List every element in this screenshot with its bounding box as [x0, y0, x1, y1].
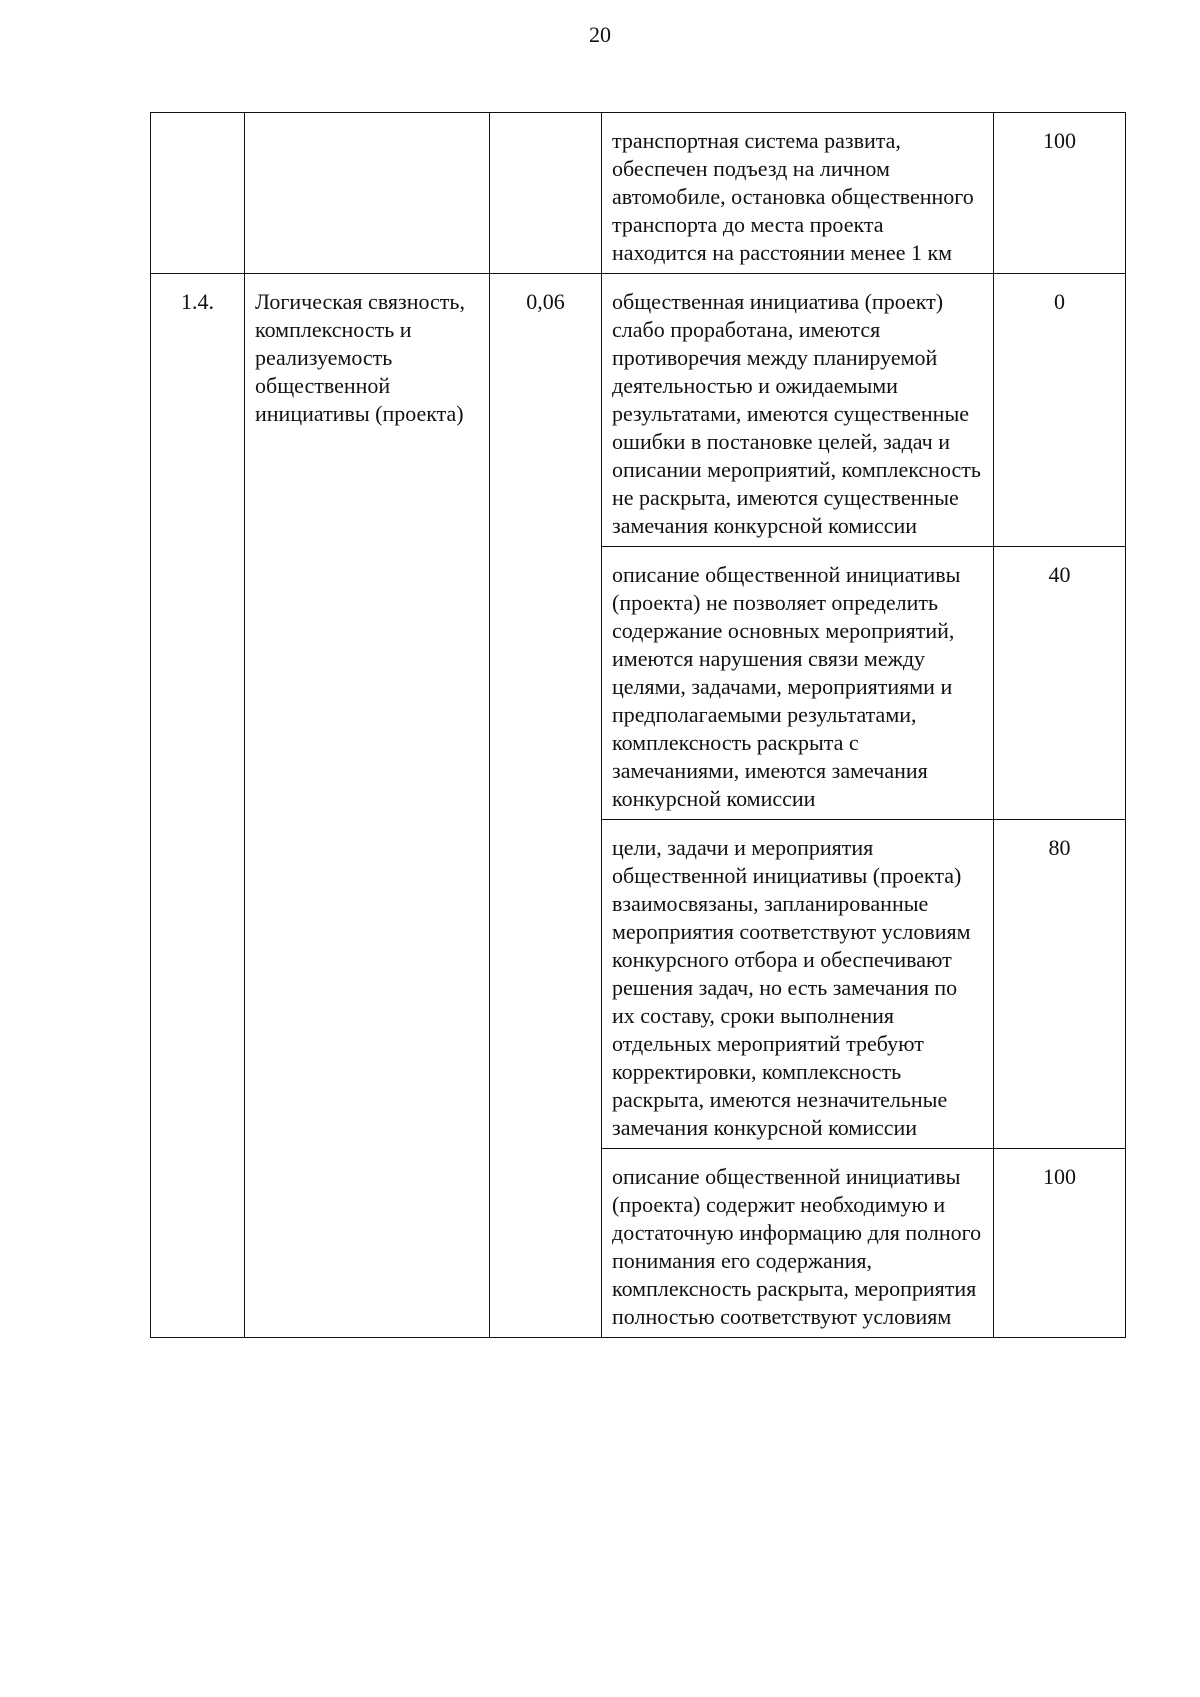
criterion-weight: 0,06 [490, 274, 602, 1338]
level-description: общественная инициатива (проект) слабо проработана, имеются противоречия между планируемой деятельностью и ожидаемыми результатами, имеются существенные ошибки в постановке целей, задач и описании мероприятий, комплексность не раскрыта, имеются существенные замечания конкурсной комиссии [602, 274, 994, 547]
level-score: 0 [994, 274, 1126, 547]
cell-level-description: транспортная система развита, обеспечен подъезд на личном автомобиле, остановка общественного транспорта до места проекта находится на расстоянии менее 1 км [602, 113, 994, 274]
level-score: 80 [994, 820, 1126, 1149]
criteria-table [150, 112, 1126, 1338]
cell-score: 100 [994, 113, 1126, 274]
level-score: 40 [994, 547, 1126, 820]
cell-number [151, 113, 245, 274]
level-description: описание общественной инициативы (проекта) содержит необходимую и достаточную информацию для полного понимания его содержания, комплексность раскрыта, мероприятия полностью соответствуют условиям [602, 1149, 994, 1338]
level-description: цели, задачи и мероприятия общественной инициативы (проекта) взаимосвязаны, запланированные мероприятия соответствуют условиям конкурсного отбора и обеспечивают решения задач, но есть замечания по их составу, сроки выполнения отдельных мероприятий требуют корректировки, комплексность раскрыта, имеются незначительные замечания конкурсной комиссии [602, 820, 994, 1149]
page-number: 20 [589, 22, 611, 47]
level-score: 100 [994, 1149, 1126, 1338]
criterion-number: 1.4. [151, 274, 245, 1338]
table-row-criterion-1-4 [151, 274, 1126, 547]
level-description: описание общественной инициативы (проекта) не позволяет определить содержание основных мероприятий, имеются нарушения связи между целями, задачами, мероприятиями и предполагаемыми результатами, комплексность раскрыта с замечаниями, имеются замечания конкурсной комиссии [602, 547, 994, 820]
cell-weight [490, 113, 602, 274]
cell-criterion-name [245, 113, 490, 274]
table-row-continued [151, 113, 1126, 274]
criterion-name: Логическая связность, комплексность и реализуемость общественной инициативы (проекта) [245, 274, 490, 1338]
